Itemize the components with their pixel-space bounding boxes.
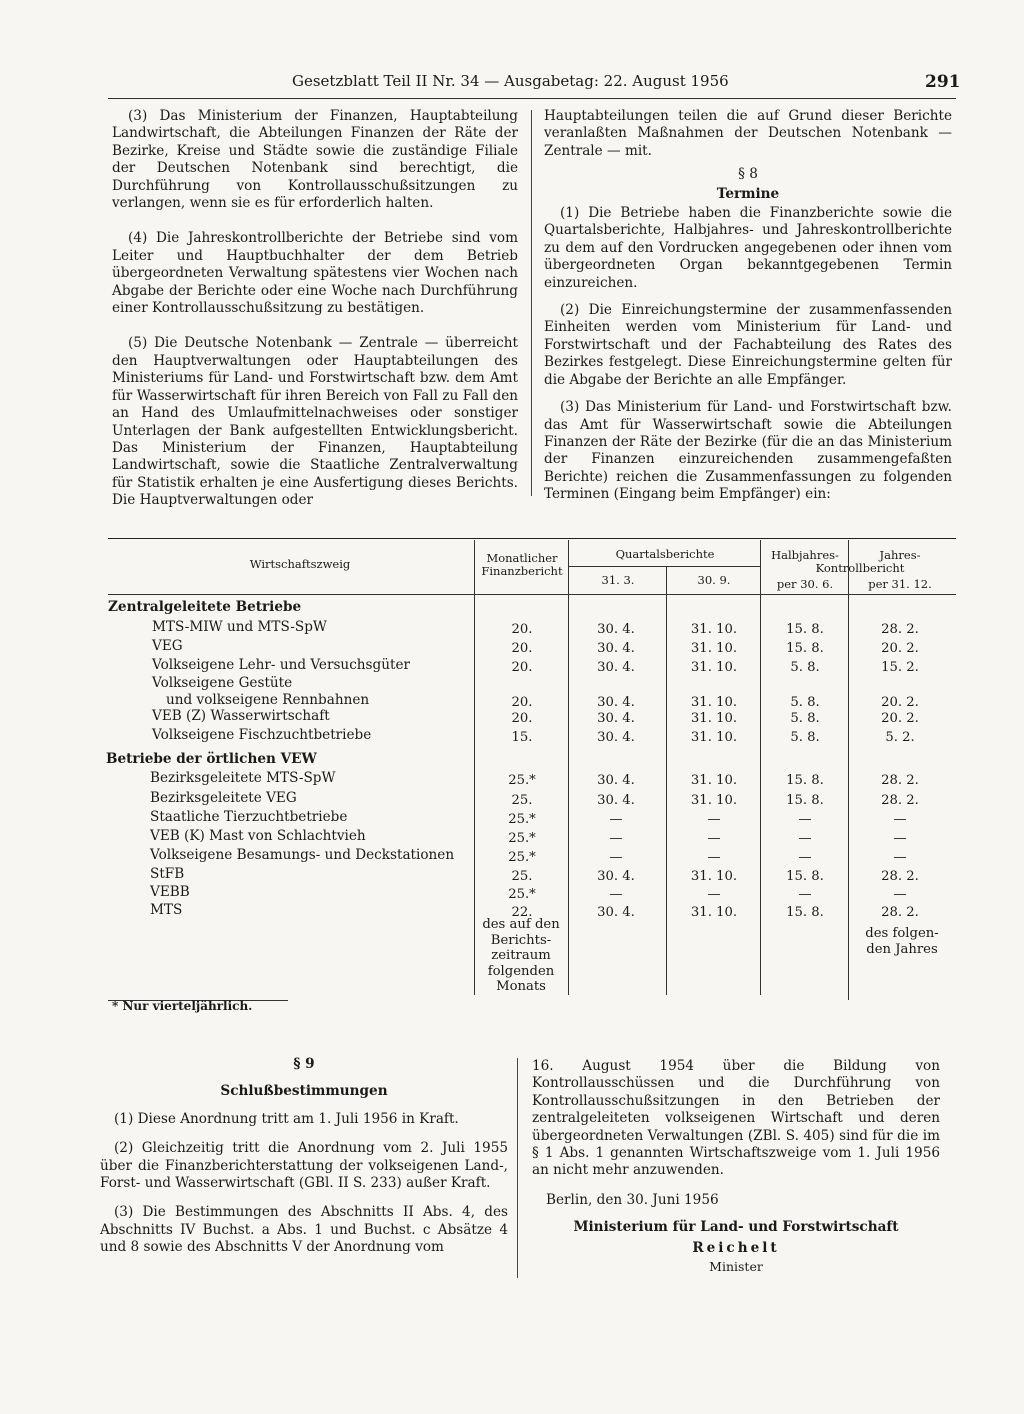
header-rule — [108, 98, 956, 99]
table-row-label: StFB — [150, 866, 185, 882]
table-col-rule — [760, 540, 761, 995]
table-row-label: Bezirksgeleitete MTS-SpW — [150, 770, 336, 786]
section-8-heading: § 8 — [738, 166, 758, 183]
table-row-label-continued: und volkseigene Rennbahnen — [166, 692, 370, 708]
half-cell: 15. 8. — [786, 793, 824, 808]
half-cell: — — [798, 850, 812, 865]
column-divider-lower — [517, 1058, 518, 1278]
half-cell: 5. 8. — [790, 711, 820, 726]
q2-cell: 31. 10. — [690, 730, 738, 745]
year-cell: — — [893, 812, 907, 827]
monthly-cell: 25.* — [508, 831, 536, 846]
q2-cell: 31. 10. — [690, 711, 738, 726]
half-cell: — — [798, 812, 812, 827]
monthly-cell: 25.* — [508, 773, 536, 788]
half-cell: 5. 8. — [790, 660, 820, 675]
table-section-central: Zentralgeleitete Betriebe — [108, 599, 302, 615]
monthly-cell: 20. — [511, 622, 533, 637]
paragraph-3: (3) Das Ministerium der Finanzen, Hauptabteilung Landwirtschaft, die Abteilungen Finanzen der Räte der Bezirke, Kreise und Städte sowie die zuständige Filiale der Deutschen Notenbank sind berechtigt, die Durchführung von Kontrollausschußsitzungen zu verlangen, wenn sie es für erforderlich halten. — [112, 108, 518, 212]
q1-cell: 30. 4. — [597, 641, 635, 656]
q1-cell: — — [609, 850, 623, 865]
monthly-cell: 20. — [511, 660, 533, 675]
table-row-label: Volkseigene Lehr- und Versuchsgüter — [152, 657, 410, 673]
signer-name: Reichelt — [692, 1239, 780, 1256]
half-cell: — — [798, 887, 812, 902]
page-number: 291 — [925, 72, 961, 92]
mts-year-note: des folgen- den Jahres — [865, 926, 939, 957]
table-col-rule — [568, 540, 569, 995]
q2-cell: 31. 10. — [690, 793, 738, 808]
q1-cell: 30. 4. — [597, 660, 635, 675]
half-cell: 5. 8. — [790, 695, 820, 710]
q1-cell: — — [609, 812, 623, 827]
table-header-branch: Wirtschaftszweig — [249, 557, 351, 571]
table-subheader-rule — [568, 566, 760, 567]
q2-cell: 31. 10. — [690, 869, 738, 884]
column-divider — [531, 110, 532, 496]
table-row-label: VEB (Z) Wasserwirtschaft — [152, 708, 330, 724]
half-cell: 5. 8. — [790, 730, 820, 745]
section-8-paragraph-3: (3) Das Ministerium für Land- und Forstwirtschaft bzw. das Amt für Wasserwirtschaft sowie die Abteilungen Finanzen der Räte der Bezirke (für die an das Ministerium der Finanzen einzureichenden zusammengefaßten Berichte) reichen die Zusammenfassungen zu folgenden Terminen (Eingang beim Empfänger) ein: — [544, 399, 952, 503]
table-header-rule — [108, 594, 956, 595]
half-cell: 15. 8. — [786, 641, 824, 656]
year-cell: 28. 2. — [881, 869, 919, 884]
right-column — [544, 108, 952, 504]
table-top-rule — [108, 538, 956, 539]
table-row-label: MTS — [150, 902, 183, 918]
half-cell: 15. 8. — [786, 869, 824, 884]
section-8-paragraph-2: (2) Die Einreichungstermine der zusammenfassenden Einheiten werden vom Ministerium für Land- und Forstwirtschaft und der Fachabteilung des Rates des Bezirkes festgelegt. Diese Einreichungstermine gelten für die Abgabe der Berichte an alle Empfänger. — [544, 302, 952, 388]
monthly-cell: 20. — [511, 695, 533, 710]
q2-cell: 31. 10. — [690, 773, 738, 788]
section-9-heading: § 9 — [293, 1056, 315, 1072]
year-cell: 28. 2. — [881, 773, 919, 788]
table-section-local: Betriebe der örtlichen VEW — [106, 751, 317, 767]
monthly-cell: 15. — [511, 730, 533, 745]
year-cell: 20. 2. — [881, 711, 919, 726]
year-cell: — — [893, 850, 907, 865]
monthly-cell: 25. — [511, 793, 533, 808]
section-9-paragraph-3: (3) Die Bestimmungen des Abschnitts II Abs. 4, des Abschnitts IV Buchst. a Abs. 1 und Buchst. c Absätze 4 und 8 sowie des Abschnitts V der Anordnung vom — [100, 1204, 508, 1256]
table-row-label: VEG — [152, 638, 183, 654]
table-header-q1: 31. 3. — [601, 573, 635, 587]
q1-cell: — — [609, 831, 623, 846]
table-row-label: VEB (K) Mast von Schlachtvieh — [150, 828, 366, 844]
half-cell: 15. 8. — [786, 622, 824, 637]
section-9-paragraph-1: (1) Diese Anordnung tritt am 1. Juli 1956 in Kraft. — [114, 1110, 459, 1127]
monthly-cell: 25.* — [508, 887, 536, 902]
q1-cell: 30. 4. — [597, 869, 635, 884]
q1-cell: 30. 4. — [597, 695, 635, 710]
half-cell: 15. 8. — [786, 905, 824, 920]
monthly-cell: 25.* — [508, 812, 536, 827]
table-header-year: Jahres- — [879, 548, 921, 562]
q2-cell: 31. 10. — [690, 695, 738, 710]
paragraph-5: (5) Die Deutsche Notenbank — Zentrale — überreicht den Hauptverwaltungen oder Hauptabteilungen des Ministeriums für Land- und Forstwirtschaft bzw. dem Amt für Wasserwirtschaft für ihren Bereich von Fall zu Fall den an Hand des Umlaufmittelnachweises oder sonstiger Unterlagen der Bank aufgestellten Entwicklungsbericht. Das Ministerium der Finanzen, Hauptabteilung Landwirtschaft, sowie die Staatliche Zentralverwaltung für Statistik erhalten je eine Ausfertigung dieses Berichts. Die Hauptverwaltungen oder — [112, 335, 518, 509]
table-col-rule — [848, 540, 849, 1000]
monthly-cell: 25. — [511, 869, 533, 884]
q2-cell: 31. 10. — [690, 641, 738, 656]
year-cell: — — [893, 831, 907, 846]
ministry-name: Ministerium für Land- und Forstwirtschaft — [573, 1219, 899, 1236]
year-cell: 15. 2. — [881, 660, 919, 675]
header-title: Gesetzblatt Teil II Nr. 34 — Ausgabetag: 22. August 1956 — [292, 72, 729, 90]
table-col-rule — [666, 566, 667, 995]
q1-cell: 30. 4. — [597, 622, 635, 637]
q1-cell: 30. 4. — [597, 773, 635, 788]
left-column — [112, 108, 518, 510]
table-row-label: Volkseigene Besamungs- und Deckstationen — [150, 847, 455, 863]
continued-paragraph: Hauptabteilungen teilen die auf Grund dieser Berichte veranlaßten Maßnahmen der Deutschen Notenbank — Zentrale — mit. — [544, 108, 952, 159]
monthly-cell: 22. — [511, 905, 533, 920]
half-cell: — — [798, 831, 812, 846]
year-cell: 5. 2. — [885, 730, 915, 745]
year-cell: 28. 2. — [881, 905, 919, 920]
monthly-cell: 20. — [511, 711, 533, 726]
table-header-q2: 30. 9. — [697, 573, 731, 587]
table-row-label: Bezirksgeleitete VEG — [150, 790, 297, 806]
section-9-title: Schlußbestimmungen — [220, 1083, 388, 1100]
half-cell: 15. 8. — [786, 773, 824, 788]
table-header-year-date: per 31. 12. — [868, 577, 932, 591]
monthly-cell: 20. — [511, 641, 533, 656]
q1-cell: 30. 4. — [597, 711, 635, 726]
table-row-label: Staatliche Tierzuchtbetriebe — [150, 809, 348, 825]
section-8-paragraph-1: (1) Die Betriebe haben die Finanzberichte sowie die Quartalsberichte, Halbjahres- und Jahreskontrollberichte zu dem auf den Vordrucken angegebenen oder ihnen vom übergeordneten Organ bekanntgegebenen Termin einzureichen. — [544, 205, 952, 291]
table-row-label: MTS-MIW und MTS-SpW — [152, 619, 327, 635]
q2-cell: — — [707, 850, 721, 865]
footnote: * Nur vierteljährlich. — [112, 999, 253, 1013]
year-cell: 20. 2. — [881, 641, 919, 656]
q1-cell: — — [609, 887, 623, 902]
paragraph-4: (4) Die Jahreskontrollberichte der Betriebe sind vom Leiter und Hauptbuchhalter der dem Betrieb übergeordneten Verwaltung spätestens vier Wochen nach Abgabe der Berichte oder eine Woche nach Durchführung einer Kontrollausschußsitzung zu bestätigen. — [112, 230, 518, 317]
table-header-control: Kontrollbericht — [815, 561, 905, 575]
year-cell: 20. 2. — [881, 695, 919, 710]
q2-cell: — — [707, 887, 721, 902]
q2-cell: — — [707, 831, 721, 846]
section-9-right — [532, 1058, 940, 1275]
year-cell: — — [893, 887, 907, 902]
q1-cell: 30. 4. — [597, 905, 635, 920]
place-date: Berlin, den 30. Juni 1956 — [546, 1191, 719, 1208]
table-row-label: Volkseigene Fischzuchtbetriebe — [152, 727, 372, 743]
signer-title: Minister — [709, 1259, 763, 1275]
year-cell: 28. 2. — [881, 622, 919, 637]
section-9-continuation: 16. August 1954 über die Bildung von Kontrollausschüssen und die Durchführung von Kontrollausschußsitzungen in den Betrieben der zentralgeleiteten volkseigenen Wirtschaft und deren übergeordneten Verwaltungen (ZBl. S. 405) sind für die im § 1 Abs. 1 genannten Wirtschaftszweige vom 1. Juli 1956 an nicht mehr anzuwenden. — [532, 1058, 940, 1179]
q1-cell: 30. 4. — [597, 793, 635, 808]
q2-cell: 31. 10. — [690, 660, 738, 675]
q2-cell: 31. 10. — [690, 905, 738, 920]
section-9-paragraph-2: (2) Gleichzeitig tritt die Anordnung vom 2. Juli 1955 über die Finanzberichterstattung der volkseigenen Land-, Forst- und Wasserwirtschaft (GBl. II S. 233) außer Kraft. — [100, 1140, 508, 1192]
table-header-quarterly: Quartalsberichte — [615, 547, 715, 561]
table-row-label: Volkseigene Gestüte — [152, 675, 293, 691]
year-cell: 28. 2. — [881, 793, 919, 808]
monthly-cell: 25.* — [508, 850, 536, 865]
section-9-left — [100, 1056, 508, 1257]
section-8-title: Termine — [716, 185, 780, 202]
table-row-label: VEBB — [150, 884, 190, 900]
table-header-half-date: per 30. 6. — [776, 577, 834, 591]
q2-cell: — — [707, 812, 721, 827]
q1-cell: 30. 4. — [597, 730, 635, 745]
table-header-monthly: Monatlicher Finanzbericht — [481, 551, 563, 578]
q2-cell: 31. 10. — [690, 622, 738, 637]
mts-monthly-note: des auf den Berichts- zeitraum folgenden Monats — [482, 917, 560, 994]
table-header-half: Halbjahres- — [771, 548, 839, 562]
table-col-rule — [474, 540, 475, 995]
